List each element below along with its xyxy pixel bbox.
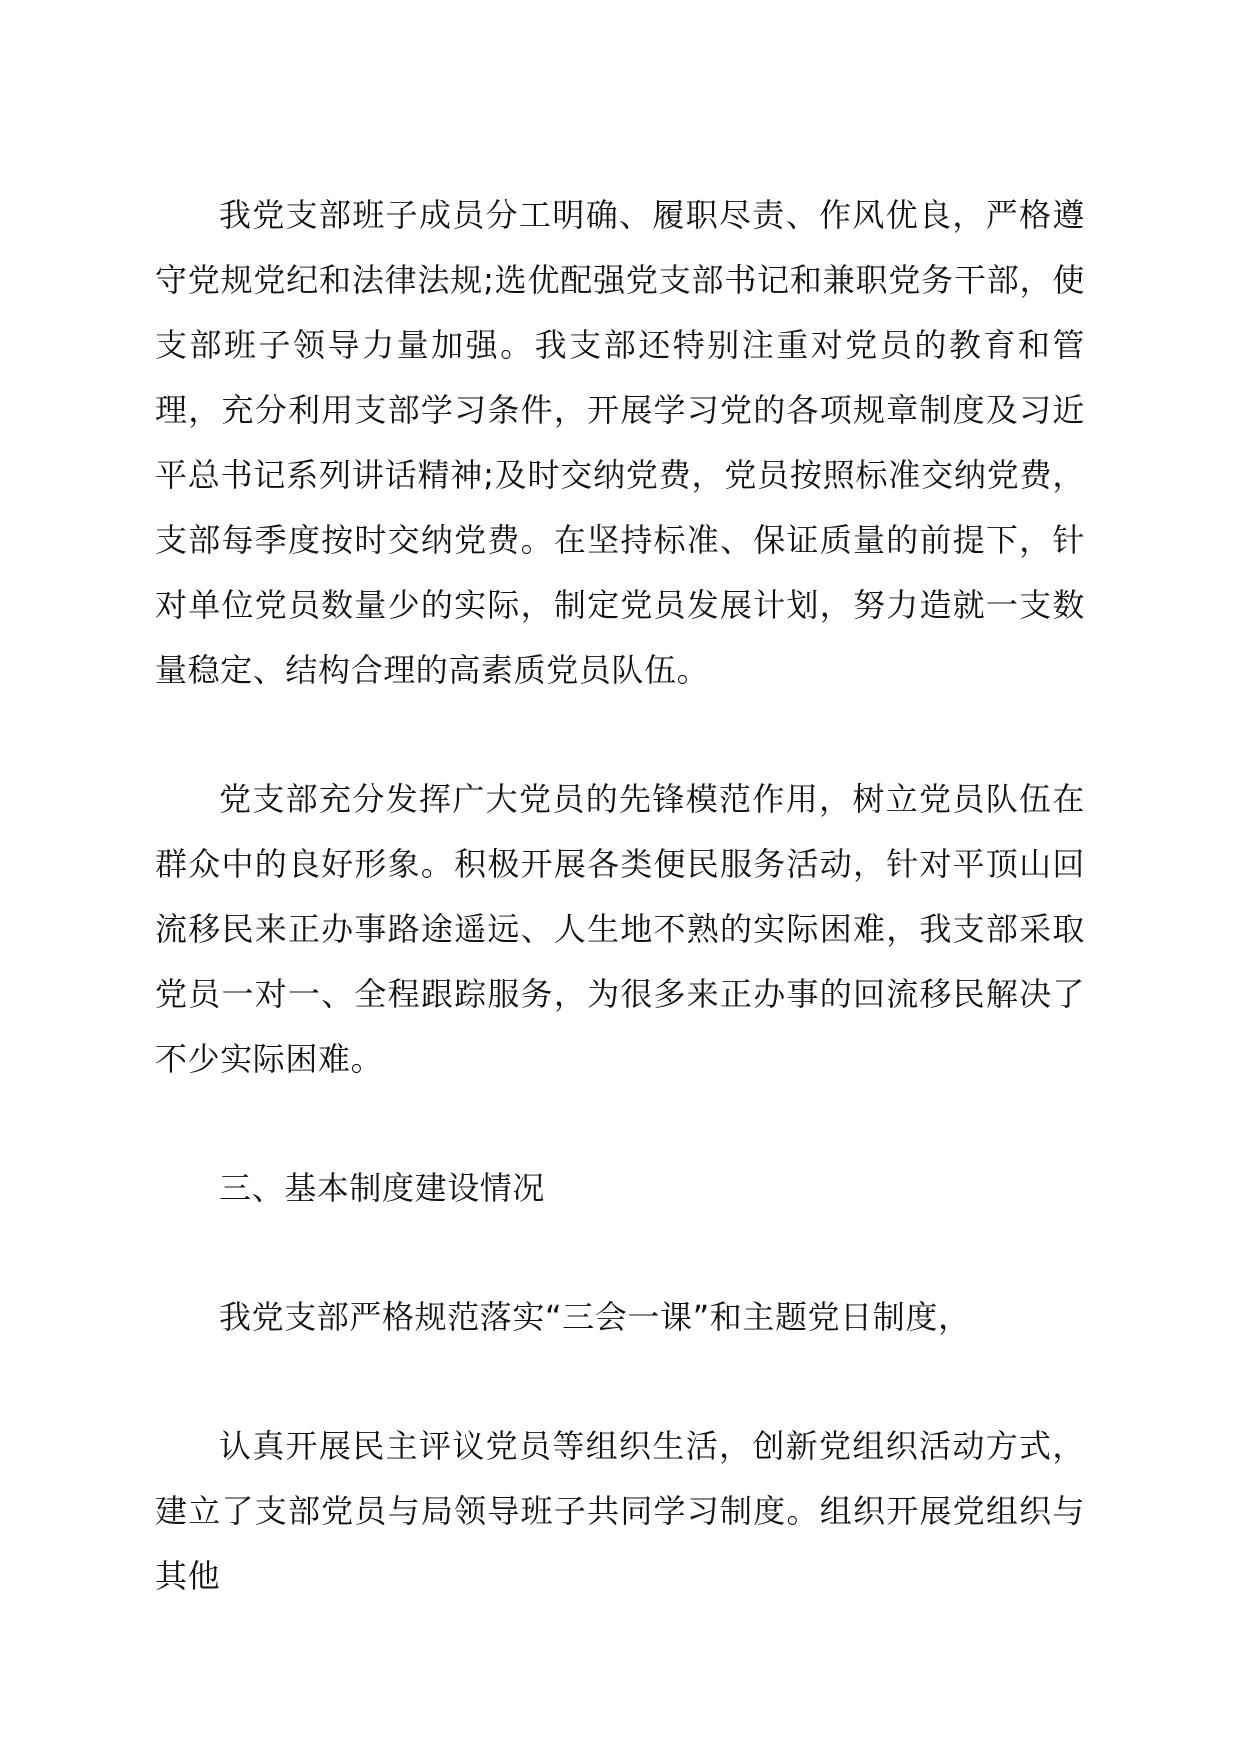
paragraph-democratic-review: 认真开展民主评议党员等组织生活，创新党组织活动方式，建立了支部党员与局领导班子共同学习制度。组织开展党组织与其他 — [155, 1427, 1085, 1595]
section-heading-basic-system: 三、基本制度建设情况 — [219, 1169, 546, 1207]
paragraph-three-meetings: 我党支部严格规范落实“三会一课”和主题党日制度， — [219, 1298, 971, 1336]
document-body — [155, 183, 1085, 1609]
paragraph-branch-members: 我党支部班子成员分工明确、履职尽责、作风优良，严格遵守党规党纪和法律法规;选优配强党支部书记和兼职党务干部，使支部班子领导力量加强。我支部还特别注重对党员的教育和管理，充分利用支部学习条件，开展学习党的各项规章制度及习近平总书记系列讲话精神;及时交纳党费，党员按照标准交纳党费，支部每季度按时交纳党费。在坚持标准、保证质量的前提下，针对单位党员数量少的实际，制定党员发展计划，努力造就一支数量稳定、结构合理的高素质党员队伍。 — [155, 196, 1085, 689]
paragraph-vanguard-role: 党支部充分发挥广大党员的先锋模范作用，树立党员队伍在群众中的良好形象。积极开展各类便民服务活动，针对平顶山回流移民来正办事路途遥远、人生地不熟的实际困难，我支部采取党员一对一、全程跟踪服务，为很多来正办事的回流移民解决了不少实际困难。 — [155, 780, 1085, 1078]
